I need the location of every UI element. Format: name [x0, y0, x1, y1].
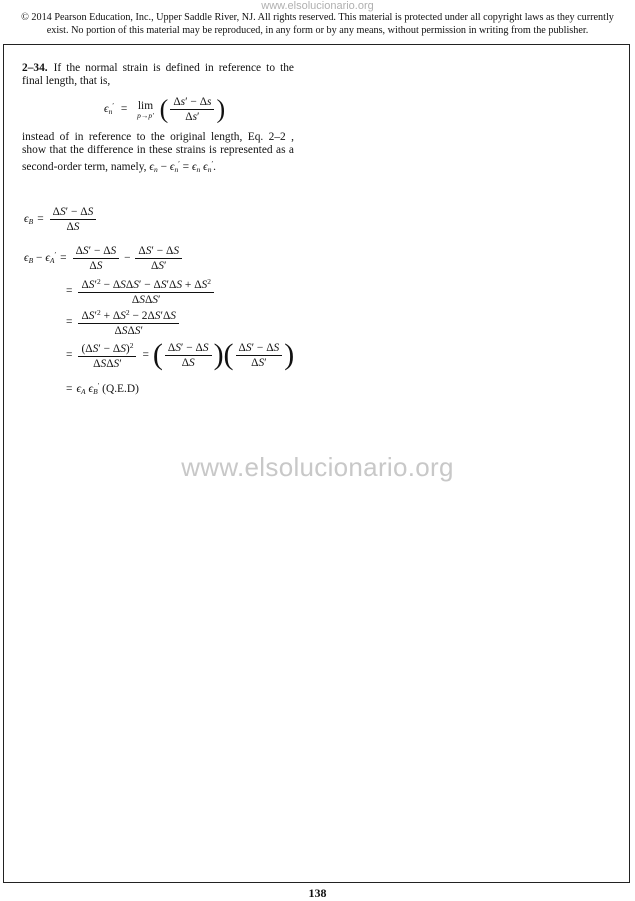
solution-eq-5: = $\frac{(\Delta S' - \Delta S)^2}{\text{ΔSΔS′}}$ = ( $\frac{\Delta S' - \Delta S}{\Delta S}$ )( $\frac{\Delta S' - \Delta S}{\Delta S'}$ ) [66, 338, 295, 371]
watermark-top: www.elsolucionario.org [261, 0, 374, 12]
solution-eq-2: $\epsilon_B - \epsilon_A'$ = $\frac{\Delta S' - \Delta S}{\Delta S}$ − $\frac{\Delta S' - \Delta S}{\Delta S'}$ [24, 245, 184, 272]
problem-statement [22, 62, 294, 88]
problem-text-2: instead of in reference to the original length, Eq. 2–2 , show that the difference in these strains is represented as a second-order term, namely, [22, 131, 294, 173]
lim-word: lim [137, 99, 154, 112]
solution-eq-6: = $\epsilon_A$ $\epsilon_B'$ (Q.E.D) [66, 381, 139, 396]
copyright-line-1: © 2014 Pearson Education, Inc., Upper Saddle River, NJ. All rights reserved. This material is protected under all copyright laws as they currently [21, 12, 614, 23]
solution-eq-4: = $\frac{\Delta S'^2 + \Delta S^2 - 2\Delta S'\Delta S}{\text{ΔSΔS′}}$ [62, 307, 181, 337]
copyright-notice [8, 11, 627, 37]
problem-statement-continued: instead of in reference to the original length, Eq. 2–2 , show that the difference in these strains is represented as a second-order term, namely, $\epsilon_n - \epsilon_n' = \epsilon_n$ $\epsilon_n'$. [22, 131, 294, 174]
problem-text-1: If the normal strain is defined in reference to the final length, that is, [22, 62, 294, 87]
page-number: 138 [308, 886, 327, 900]
copyright-line-2: exist. No portion of this material may be reproduced, in any form or by any means, without permission in writing from the publisher. [46, 25, 589, 36]
strain-definition-equation: $\epsilon_n'$ = lim p→p′ ( $\frac{\Delta s' - \Delta s}{\Delta s'}$ ) [104, 94, 226, 124]
qed-label: (Q.E.D) [102, 383, 139, 395]
watermark-center: www.elsolucionario.org [181, 452, 454, 482]
problem-number: 2–34. [22, 62, 48, 74]
solution-eq-1: $\epsilon_B$ = $\frac{\Delta S' - \Delta S}{\Delta S}$ [24, 206, 98, 233]
problem-intro [22, 62, 294, 88]
solution-eq-3: = $\frac{\Delta S'^2 - \Delta S\Delta S' - \Delta S'\Delta S + \Delta S^2}{\text{ΔSΔS′}}$ [62, 276, 216, 306]
lim-subscript: p→p′ [137, 110, 154, 120]
